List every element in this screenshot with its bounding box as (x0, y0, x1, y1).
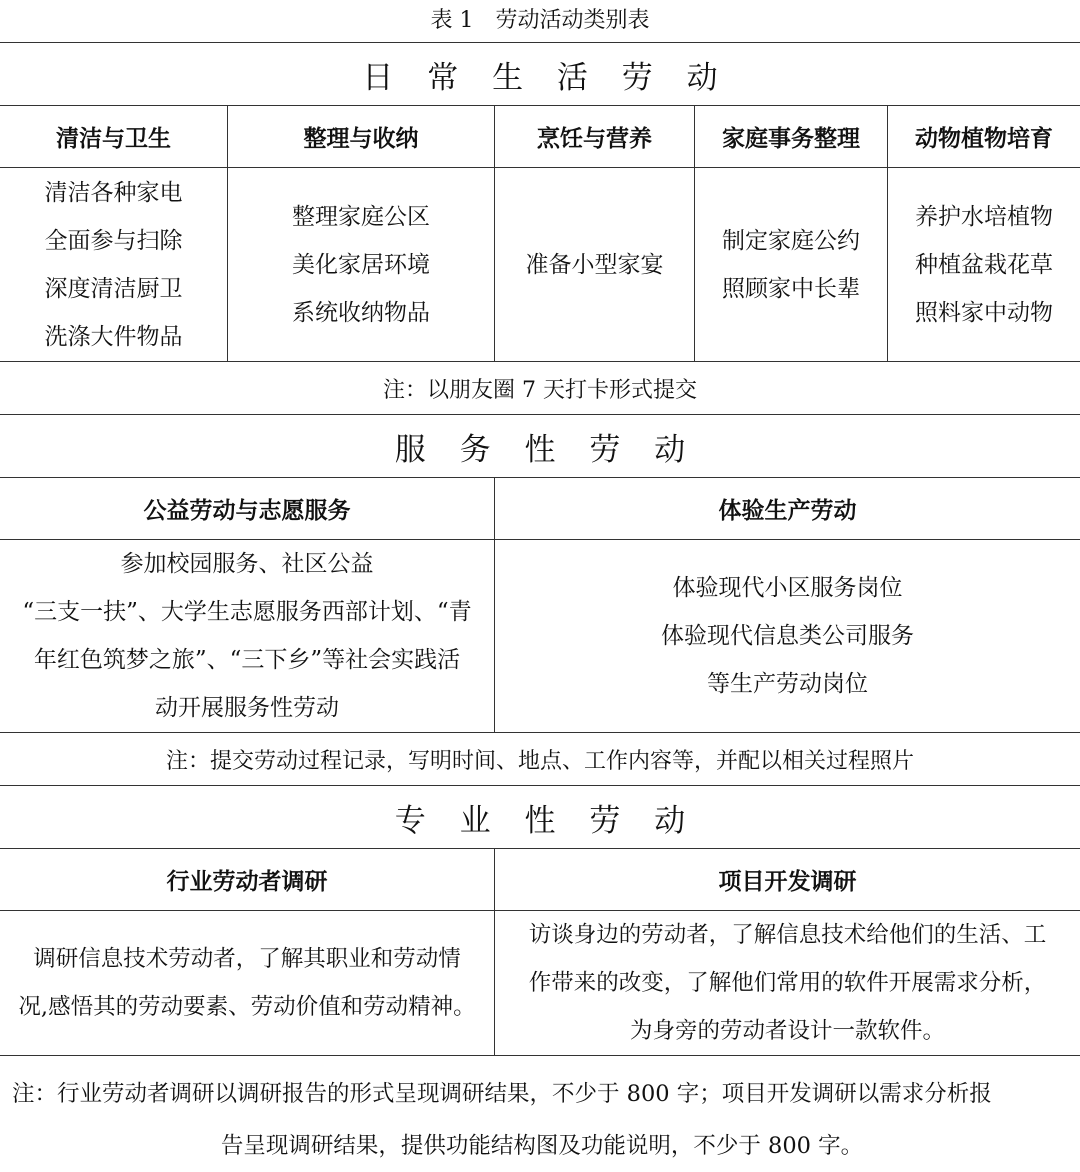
service-header-volunteer: 公益劳动与志愿服务 (143, 497, 351, 524)
service-line: 体验现代信息类公司服务 (661, 623, 914, 649)
service-note-row (0, 732, 1080, 785)
table-caption: 表 1 劳动活动类别表 (430, 8, 650, 33)
professional-cell-industry (0, 911, 494, 1055)
daily-cell-organizing (227, 168, 494, 361)
daily-item: 深度清洁厨卫 (44, 275, 183, 302)
professional-header-industry: 行业劳动者调研 (166, 868, 328, 895)
service-header-production: 体验生产劳动 (494, 478, 1080, 539)
professional-section-title: 专 业 性 劳 动 (394, 802, 698, 839)
service-note: 注：提交劳动过程记录，写明时间、地点、工作内容等，并配以相关过程照片 (165, 748, 914, 774)
professional-cell-project (494, 911, 1080, 1055)
professional-header-row (0, 848, 1080, 910)
daily-item: 种植盆栽花草 (915, 251, 1053, 278)
daily-item: 整理家庭公区 (292, 203, 430, 230)
service-line: 体验现代小区服务岗位 (672, 575, 903, 601)
daily-item: 美化家居环境 (292, 251, 430, 278)
professional-header-project: 项目开发调研 (494, 849, 1080, 910)
professional-note-line: 注：行业劳动者调研以调研报告的形式呈现调研结果，不少于 800 字；项目开发调研以需求分析报 (12, 1081, 992, 1107)
daily-section-title: 日 常 生 活 劳 动 (362, 59, 730, 96)
daily-item: 照料家中动物 (915, 299, 1053, 326)
professional-note (0, 1055, 1080, 1172)
professional-body-row (0, 910, 1080, 1055)
daily-item: 制定家庭公约 (722, 227, 860, 254)
daily-section-title-row (0, 42, 1080, 105)
daily-cell-household (694, 168, 887, 361)
daily-item: 清洁各种家电 (44, 179, 183, 206)
professional-note-line: 告呈现调研结果，提供功能结构图及功能说明，不少于 800 字。 (220, 1133, 864, 1159)
daily-header-household: 家庭事务整理 (694, 106, 887, 167)
service-cell-production (494, 540, 1080, 732)
service-line: 参加校园服务、社区公益 (120, 551, 374, 577)
daily-item: 准备小型家宴 (525, 251, 664, 278)
daily-item: 全面参与扫除 (44, 227, 183, 254)
service-line: “三支一扶”、大学生志愿服务西部计划、“青 (22, 599, 472, 625)
professional-line: 作带来的改变，了解他们常用的软件开展需求分析， (528, 970, 1047, 996)
daily-body-row (0, 167, 1080, 361)
daily-note: 注：以朋友圈 7 天打卡形式提交 (383, 377, 697, 403)
service-section-title-row (0, 414, 1080, 477)
service-body-row (0, 539, 1080, 732)
service-cell-volunteer (0, 540, 494, 732)
daily-header-organizing: 整理与收纳 (227, 106, 494, 167)
service-section-title: 服 务 性 劳 动 (394, 431, 698, 468)
professional-section-title-row (0, 785, 1080, 848)
daily-header-cooking: 烹饪与营养 (494, 106, 694, 167)
professional-line: 况,感悟其的劳动要素、劳动价值和劳动精神。 (18, 994, 476, 1020)
daily-item: 洗涤大件物品 (44, 323, 183, 350)
professional-line: 访谈身边的劳动者，了解信息技术给他们的生活、工 (528, 922, 1047, 948)
professional-line: 调研信息技术劳动者，了解其职业和劳动情 (33, 946, 461, 972)
service-line: 动开展服务性劳动 (155, 695, 339, 721)
daily-cell-cooking (494, 168, 694, 361)
daily-header-plants-animals: 动物植物培育 (887, 106, 1080, 167)
service-line: 等生产劳动岗位 (707, 671, 868, 697)
service-line: 年红色筑梦之旅”、“三下乡”等社会实践活 (33, 647, 461, 673)
daily-item: 照顾家中长辈 (722, 275, 860, 302)
service-header-row (0, 477, 1080, 539)
daily-item: 养护水培植物 (915, 203, 1053, 230)
daily-header-cleaning: 清洁与卫生 (56, 125, 171, 152)
daily-note-row (0, 361, 1080, 414)
daily-cell-cleaning (0, 168, 227, 361)
professional-line: 为身旁的劳动者设计一款软件。 (629, 1018, 945, 1044)
daily-item: 系统收纳物品 (292, 299, 430, 326)
daily-header-row (0, 105, 1080, 167)
daily-cell-plants-animals (887, 168, 1080, 361)
